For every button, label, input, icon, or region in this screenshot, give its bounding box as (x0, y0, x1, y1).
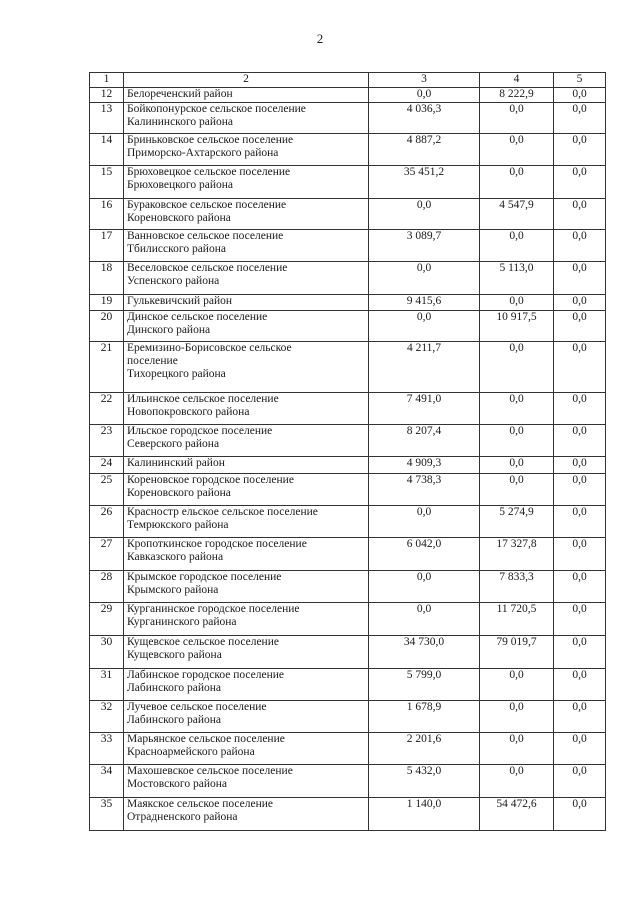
row-col-5: 0,0 (554, 457, 606, 474)
row-name: Маякское сельское поселение Отрадненского района (124, 798, 369, 831)
table-row (90, 603, 606, 636)
row-name: Веселовское сельское поселение Успенского района (124, 262, 369, 295)
row-col-3: 0,0 (369, 571, 480, 603)
row-col-4: 0,0 (480, 474, 554, 506)
row-name: Махошевское сельское поселение Мостовского района (124, 765, 369, 798)
table-row (90, 134, 606, 166)
row-col-4: 0,0 (480, 393, 554, 425)
row-col-4: 17 327,8 (480, 538, 554, 571)
row-number: 21 (90, 342, 124, 393)
table-row (90, 457, 606, 474)
table-row (90, 295, 606, 311)
row-col-4: 8 222,9 (480, 88, 554, 103)
row-col-5: 0,0 (554, 230, 606, 262)
row-number: 29 (90, 603, 124, 636)
table-row (90, 506, 606, 538)
row-col-4: 7 833,3 (480, 571, 554, 603)
row-number: 27 (90, 538, 124, 571)
row-col-4: 0,0 (480, 295, 554, 311)
row-col-5: 0,0 (554, 636, 606, 669)
row-col-4: 0,0 (480, 765, 554, 798)
row-col-4: 0,0 (480, 425, 554, 457)
row-col-3: 0,0 (369, 311, 480, 342)
row-col-5: 0,0 (554, 166, 606, 199)
row-col-3: 35 451,2 (369, 166, 480, 199)
row-col-5: 0,0 (554, 798, 606, 831)
row-name: Лабинское городское поселение Лабинского района (124, 669, 369, 701)
row-name: Ильское городское поселение Северского района (124, 425, 369, 457)
row-name: Кропоткинское городское поселение Кавказского района (124, 538, 369, 571)
row-col-4: 0,0 (480, 103, 554, 134)
row-col-4: 0,0 (480, 733, 554, 765)
row-name: Еремизино-Борисовское сельское поселение Тихорецкого района (124, 342, 369, 393)
row-col-3: 1 678,9 (369, 701, 480, 733)
row-name: Белореченский район (124, 88, 369, 103)
row-number: 20 (90, 311, 124, 342)
row-number: 12 (90, 88, 124, 103)
table-row (90, 538, 606, 571)
header-col-5: 5 (554, 73, 606, 88)
row-col-3: 8 207,4 (369, 425, 480, 457)
table-row (90, 636, 606, 669)
row-number: 23 (90, 425, 124, 457)
table-row (90, 425, 606, 457)
row-col-5: 0,0 (554, 199, 606, 230)
row-col-3: 4 738,3 (369, 474, 480, 506)
row-col-3: 7 491,0 (369, 393, 480, 425)
header-col-3: 3 (369, 73, 480, 88)
row-number: 22 (90, 393, 124, 425)
row-col-3: 4 887,2 (369, 134, 480, 166)
row-col-5: 0,0 (554, 603, 606, 636)
row-col-5: 0,0 (554, 538, 606, 571)
row-col-5: 0,0 (554, 393, 606, 425)
row-name: Динское сельское поселение Динского района (124, 311, 369, 342)
table-row (90, 88, 606, 103)
table-header-row (90, 73, 606, 88)
row-name: Бойкопонурское сельское поселение Калининского района (124, 103, 369, 134)
row-name: Кореновское городское поселение Кореновского района (124, 474, 369, 506)
row-col-3: 5 432,0 (369, 765, 480, 798)
row-name: Ванновское сельское поселение Тбилисского района (124, 230, 369, 262)
row-col-3: 6 042,0 (369, 538, 480, 571)
row-col-5: 0,0 (554, 765, 606, 798)
row-name: Красностр ельское сельское поселение Темрюкского района (124, 506, 369, 538)
row-col-5: 0,0 (554, 425, 606, 457)
row-col-3: 0,0 (369, 262, 480, 295)
row-number: 14 (90, 134, 124, 166)
row-name: Бураковское сельское поселение Кореновского района (124, 199, 369, 230)
row-number: 30 (90, 636, 124, 669)
row-number: 15 (90, 166, 124, 199)
table-row (90, 311, 606, 342)
table-row (90, 669, 606, 701)
row-col-4: 4 547,9 (480, 199, 554, 230)
data-table (89, 72, 606, 831)
row-col-4: 0,0 (480, 701, 554, 733)
table-row (90, 166, 606, 199)
table-row (90, 733, 606, 765)
table-row (90, 103, 606, 134)
row-number: 26 (90, 506, 124, 538)
row-col-3: 3 089,7 (369, 230, 480, 262)
header-col-2: 2 (124, 73, 369, 88)
row-col-5: 0,0 (554, 311, 606, 342)
row-number: 16 (90, 199, 124, 230)
row-number: 34 (90, 765, 124, 798)
row-number: 17 (90, 230, 124, 262)
row-number: 31 (90, 669, 124, 701)
row-name: Ильинское сельское поселение Новопокровского района (124, 393, 369, 425)
row-number: 35 (90, 798, 124, 831)
row-col-5: 0,0 (554, 669, 606, 701)
row-name: Кущевское сельское поселение Кущевского района (124, 636, 369, 669)
row-name: Марьянское сельское поселение Красноармейского района (124, 733, 369, 765)
row-number: 28 (90, 571, 124, 603)
row-number: 33 (90, 733, 124, 765)
row-col-4: 0,0 (480, 669, 554, 701)
row-number: 18 (90, 262, 124, 295)
header-col-4: 4 (480, 73, 554, 88)
table-row (90, 765, 606, 798)
row-col-3: 0,0 (369, 88, 480, 103)
table-row (90, 230, 606, 262)
row-col-4: 0,0 (480, 342, 554, 393)
row-name: Брюховецкое сельское поселение Брюховецкого района (124, 166, 369, 199)
row-col-3: 1 140,0 (369, 798, 480, 831)
row-col-3: 34 730,0 (369, 636, 480, 669)
table-row (90, 474, 606, 506)
row-col-5: 0,0 (554, 342, 606, 393)
row-col-3: 4 036,3 (369, 103, 480, 134)
row-col-5: 0,0 (554, 103, 606, 134)
row-number: 19 (90, 295, 124, 311)
row-name: Курганинское городское поселение Курганинского района (124, 603, 369, 636)
header-col-1: 1 (90, 73, 124, 88)
row-name: Гулькевичский район (124, 295, 369, 311)
row-name: Лучевое сельское поселение Лабинского района (124, 701, 369, 733)
row-col-4: 0,0 (480, 166, 554, 199)
row-col-3: 4 909,3 (369, 457, 480, 474)
row-col-5: 0,0 (554, 733, 606, 765)
row-number: 25 (90, 474, 124, 506)
table-row (90, 199, 606, 230)
row-col-3: 9 415,6 (369, 295, 480, 311)
row-col-3: 0,0 (369, 506, 480, 538)
table-row (90, 393, 606, 425)
row-col-4: 0,0 (480, 230, 554, 262)
table-row (90, 701, 606, 733)
row-number: 32 (90, 701, 124, 733)
row-number: 13 (90, 103, 124, 134)
page-number: 2 (316, 31, 324, 46)
row-col-5: 0,0 (554, 701, 606, 733)
row-col-3: 4 211,7 (369, 342, 480, 393)
table-row (90, 798, 606, 831)
row-name: Бриньковское сельское поселение Приморско-Ахтарского района (124, 134, 369, 166)
row-col-5: 0,0 (554, 262, 606, 295)
row-col-5: 0,0 (554, 506, 606, 538)
table-row (90, 571, 606, 603)
row-col-4: 11 720,5 (480, 603, 554, 636)
row-col-5: 0,0 (554, 474, 606, 506)
row-col-4: 10 917,5 (480, 311, 554, 342)
row-col-4: 54 472,6 (480, 798, 554, 831)
row-col-5: 0,0 (554, 134, 606, 166)
row-name: Крымское городское поселение Крымского района (124, 571, 369, 603)
row-col-4: 79 019,7 (480, 636, 554, 669)
row-col-4: 0,0 (480, 134, 554, 166)
table-row (90, 342, 606, 393)
row-col-4: 0,0 (480, 457, 554, 474)
row-name: Калининский район (124, 457, 369, 474)
row-col-5: 0,0 (554, 295, 606, 311)
table-row (90, 262, 606, 295)
row-number: 24 (90, 457, 124, 474)
row-col-3: 5 799,0 (369, 669, 480, 701)
row-col-4: 5 113,0 (480, 262, 554, 295)
row-col-3: 2 201,6 (369, 733, 480, 765)
row-col-5: 0,0 (554, 571, 606, 603)
row-col-3: 0,0 (369, 199, 480, 230)
row-col-5: 0,0 (554, 88, 606, 103)
row-col-4: 5 274,9 (480, 506, 554, 538)
row-col-3: 0,0 (369, 603, 480, 636)
